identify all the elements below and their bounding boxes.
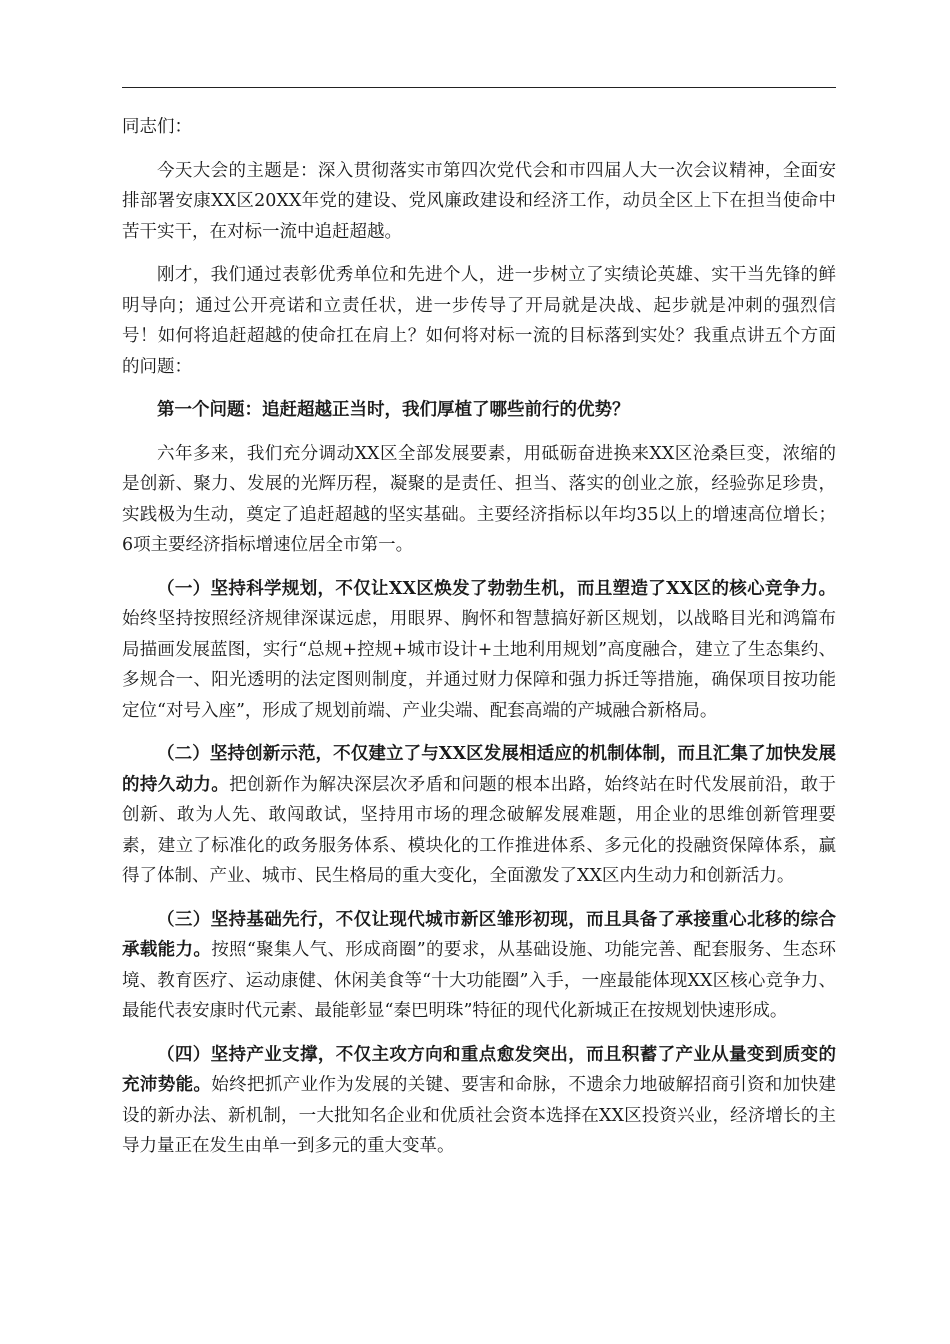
paragraph-point-3 <box>122 905 836 1027</box>
paragraph-text: 刚才，我们通过表彰优秀单位和先进个人，进一步树立了实绩论英雄、实干当先锋的鲜明导向；通过公开亮诺和立责任状，进一步传导了开局就是决战、起步就是冲刺的强烈信号！如何将追赶超越的使命扛在肩上？如何将对标一流的目标落到实处？我重点讲五个方面的问题： <box>122 265 836 377</box>
point-lead: （三）坚持基础先行，不仅让现代城市新区雏形初现，而且具备了承接重心北移的综合承载能力。 <box>122 909 836 960</box>
section-heading-text: 第一个问题：追赶超越正当时，我们厚植了哪些前行的优势？ <box>157 400 630 420</box>
paragraph-point-4 <box>122 1040 836 1162</box>
point-lead: （四）坚持产业支撑，不仅主攻方向和重点愈发突出，而且积蓄了产业从量变到质变的充沛势能。 <box>122 1044 836 1095</box>
point-body: 按照“聚集人气、形成商圈”的要求，从基础设施、功能完善、配套服务、生态环境、教育医疗、运动康健、休闲美食等“十大功能圈”入手，一座最能体现XX区核心竞争力、最能代表安康时代元素、最能彰显“秦巴明珠”特征的现代化新城正在按规划快速形成。 <box>122 940 837 1021</box>
point-lead: （一）坚持科学规划，不仅让XX区焕发了勃勃生机，而且塑造了XX区的核心竞争力。 <box>157 578 836 599</box>
salutation: 同志们： <box>122 117 192 137</box>
point-body: 始终坚持按照经济规律深谋远虑，用眼界、胸怀和智慧搞好新区规划，以战略目光和鸿篇布局描画发展蓝图，实行“总规+控规+城市设计+土地利用规划”高度融合，建立了生态集约、多规合一、阳光透明的法定图则制度，并通过财力保障和强力拆迁等措施，确保项目按功能定位“对号入座”，形成了规划前端、产业尖端、配套高端的产城融合新格局。 <box>122 609 836 721</box>
point-lead: （二）坚持创新示范，不仅建立了与XX区发展相适应的机制体制，而且汇集了加快发展的持久动力。 <box>122 744 836 795</box>
paragraph-point-1 <box>122 574 836 727</box>
header-rule <box>122 87 836 88</box>
paragraph-text: 今天大会的主题是：深入贯彻落实市第四次党代会和市四届人大一次会议精神，全面安排部署安康XX区20XX年党的建设、党风廉政建设和经济工作，动员全区上下在担当使命中苦干实干，在对标一流中追赶超越。 <box>122 160 836 242</box>
paragraph-text: 六年多来，我们充分调动XX区全部发展要素，用砥砺奋进换来XX区沧桑巨变，浓缩的是创新、聚力、发展的光辉历程，凝聚的是责任、担当、落实的创业之旅，经验弥足珍贵，实践极为生动，奠定了追赶超越的坚实基础。主要经济指标以年均35以上的增速高位增长；6项主要经济指标增速位居全市第一。 <box>122 443 836 555</box>
point-body: 把创新作为解决深层次矛盾和问题的根本出路，始终站在时代发展前沿，敢于创新、敢为人先、敢闯敢试，坚持用市场的理念破解发展难题，用企业的思维创新管理要素，建立了标准化的政务服务体系、模块化的工作推进体系、多元化的投融资保障体系，赢得了体制、产业、城市、民生格局的重大变化，全面激发了XX区内生动力和创新活力。 <box>122 774 836 886</box>
document-body <box>122 112 836 1175</box>
point-body: 始终把抓产业作为发展的关键、要害和命脉，不遗余力地破解招商引资和加快建设的新办法、新机制，一大批知名企业和优质社会资本选择在XX区投资兴业，经济增长的主导力量正在发生由单一到多元的重大变革。 <box>122 1075 836 1156</box>
section-heading-1 <box>122 395 836 426</box>
paragraph-overview <box>122 439 836 561</box>
paragraph-intro <box>122 260 836 382</box>
paragraph-point-2 <box>122 739 836 892</box>
paragraph-theme <box>122 156 836 248</box>
